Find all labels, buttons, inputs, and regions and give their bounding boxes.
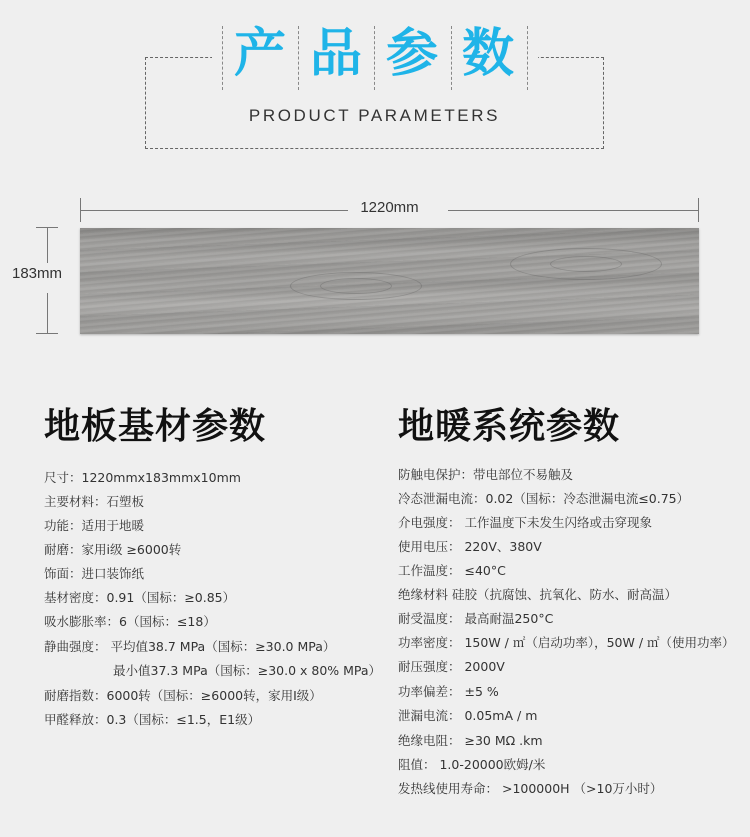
spec-row: 介电强度： 工作温度下未发生闪络或击穿现象 — [398, 515, 652, 530]
spec-row: 饰面：进口装饰纸 — [44, 566, 145, 581]
spec-row: 耐压强度： 2000V — [398, 659, 505, 674]
spec-row: 耐磨指数：6000转（国标：≥6000转，家用I级） — [44, 688, 322, 703]
spec-row: 基材密度：0.91（国标：≥0.85） — [44, 590, 236, 605]
spec-row: 阻值： 1.0-20000欧姆/米 — [398, 757, 546, 772]
title-char-4: 数 — [461, 24, 514, 84]
page-subtitle: PRODUCT PARAMETERS — [248, 106, 501, 125]
height-label: 183mm — [12, 265, 63, 282]
title-divider — [222, 26, 223, 90]
title-char-1: 产 — [233, 24, 286, 84]
spec-row: 甲醛释放：0.3（国标：≤1.5，E1级） — [44, 712, 261, 727]
spec-row: 主要材料：石塑板 — [44, 494, 145, 509]
heating-system-heading: 地暖系统参数 — [398, 406, 621, 447]
spec-row: 尺寸：1220mmx183mmx10mm — [44, 470, 241, 485]
spec-row: 最小值37.3 MPa（国标：≥30.0 x 80% MPa） — [113, 663, 382, 678]
floor-plank-image — [80, 228, 699, 334]
spec-row: 工作温度： ≤40°C — [398, 563, 506, 578]
title-char-2: 品 — [309, 24, 362, 84]
spec-row: 功率密度： 150W / ㎡（启动功率），50W / ㎡（使用功率） — [398, 635, 735, 650]
spec-row: 吸水膨胀率：6（国标：≤18） — [44, 614, 216, 629]
spec-row: 功率偏差： ±5 % — [398, 684, 499, 699]
spec-row: 功能：适用于地暖 — [44, 518, 145, 533]
width-dimension — [80, 198, 699, 222]
title-divider — [374, 26, 375, 90]
spec-row: 冷态泄漏电流：0.02（国标：冷态泄漏电流≤0.75） — [398, 491, 690, 506]
spec-row: 防触电保护：带电部位不易触及 — [398, 467, 574, 482]
spec-row: 使用电压： 220V、380V — [398, 539, 542, 554]
spec-row: 耐磨：家用i级 ≥6000转 — [44, 542, 182, 557]
title-divider — [451, 26, 452, 90]
width-label: 1220mm — [360, 199, 419, 216]
spec-row: 发热线使用寿命： >100000H （>10万小时） — [398, 781, 663, 796]
spec-row: 静曲强度： 平均值38.7 MPa（国标：≥30.0 MPa） — [44, 639, 336, 654]
base-material-heading: 地板基材参数 — [44, 406, 267, 447]
spec-row: 绝缘电阻： ≥30 MΩ .km — [398, 733, 543, 748]
title-divider — [527, 26, 528, 90]
spec-row: 泄漏电流： 0.05mA / m — [398, 708, 538, 723]
title-char-3: 参 — [385, 24, 438, 84]
spec-row: 耐受温度： 最高耐温250°C — [398, 611, 554, 626]
page-title — [222, 18, 528, 90]
title-divider — [298, 26, 299, 90]
spec-row: 绝缘材料 硅胶（抗腐蚀、抗氧化、防水、耐高温） — [398, 587, 677, 602]
